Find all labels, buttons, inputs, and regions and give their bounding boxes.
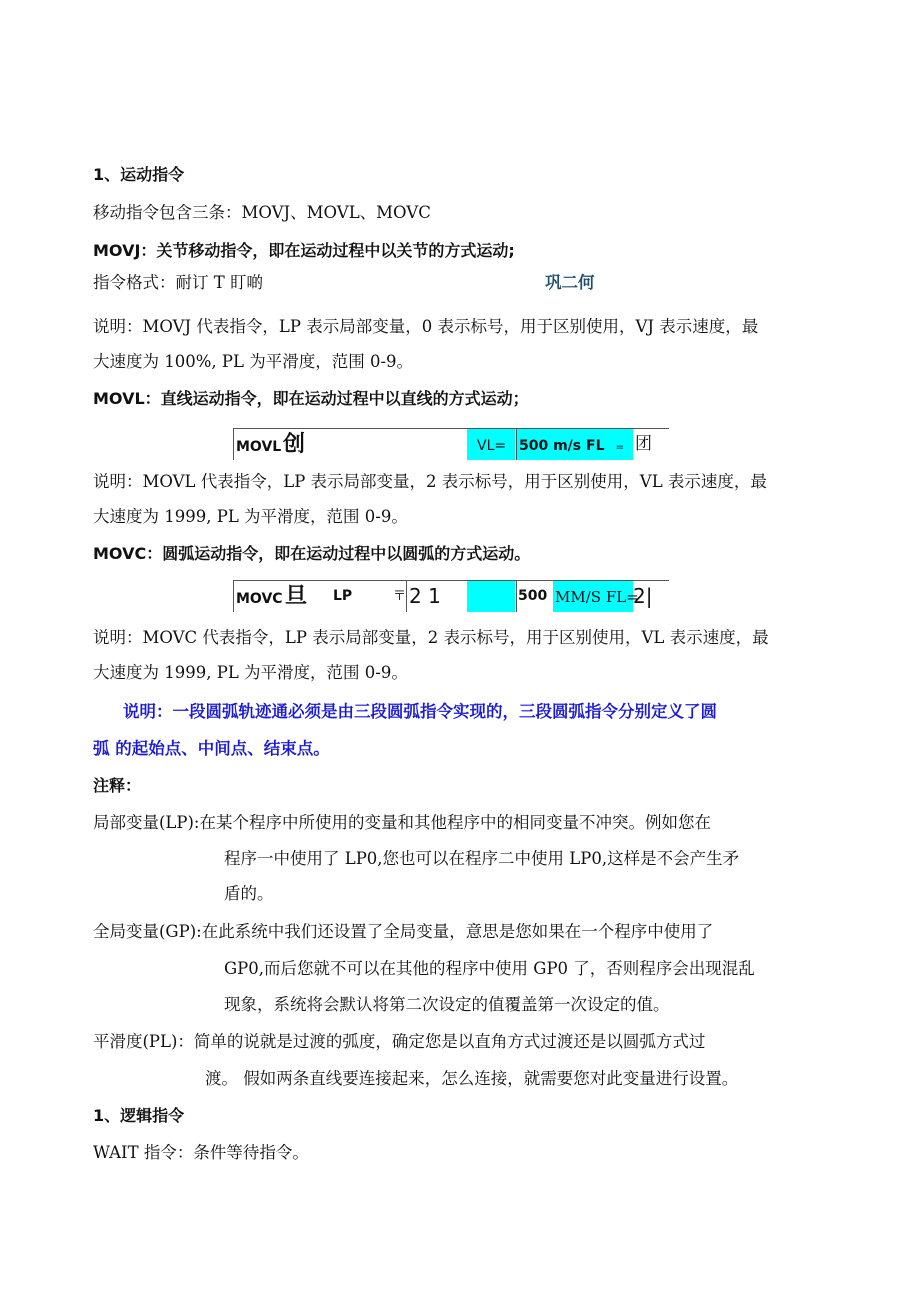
gp-line3: 现象，系统将会默认将第二次设定的值覆盖第一次设定的值。 [224,995,670,1014]
movl-speed-cell [517,429,633,460]
movl-title: MOVL：直线运动指令，即在运动过程中以直线的方式运动； [93,389,529,408]
movl-eq: = [615,442,624,453]
movc-example-row [233,580,669,612]
row-left-rule [233,580,234,612]
section-heading-motion: 1、运动指令 [93,165,185,184]
lp-line2: 程序一中使用了 LP0,您也可以在程序二中使用 LP0,这样是不会产生矛 [224,849,740,868]
movl-glyph: 创 [283,432,306,457]
movl-cmd: MOVL [236,439,282,455]
gp-line1: 全局变量(GP):在此系统中我们还设置了全局变量，意思是您如果在一个程序中使用了 [93,922,714,941]
movj-format-right: 巩二何 [545,273,595,292]
movc-speed: 500 [518,588,548,604]
movc-glyph: 旦 [285,584,308,609]
section-heading-logic: 1、逻辑指令 [93,1106,185,1125]
movc-title: MOVC：圆弧运动指令，即在运动过程中以圆弧的方式运动。 [93,544,531,563]
movc-empty-cyan-cell [467,581,515,612]
arc-note-line2: 弧 的起始点、中间点、结束点。 [93,739,330,758]
movc-end: 2| [633,584,653,608]
arc-note-line1: 说明：一段圆弧轨迹通必须是由三段圆弧指令实现的，三段圆弧指令分别定义了圆 [123,702,717,721]
row-divider [406,580,407,612]
movl-speed: 500 m/s FL [519,438,605,454]
movj-desc-line2: 大速度为 100%, PL 为平滑度，范围 0-9。 [93,352,414,371]
movj-desc-line1: 说明：MOVJ 代表指令，LP 表示局部变量，0 表示标号，用于区别使用，VJ 表示速度，最 [93,317,759,336]
wait-instruction: WAIT 指令：条件等待指令。 [93,1143,309,1162]
movl-desc-line2: 大速度为 1999, PL 为平滑度，范围 0-9。 [93,507,408,526]
movl-vl: VL= [477,438,507,454]
movc-num: 2 1 [409,584,441,608]
movl-desc-line1: 说明：MOVL 代表指令，LP 表示局部变量，2 表示标号，用于区别使用，VL 表示速度，最 [93,472,767,491]
movc-unit-cell [553,581,639,612]
movc-unit: MM/S FL= [555,588,639,606]
gp-line2: GP0,而后您就不可以在其他的程序中使用 GP0 了，否则程序会出现混乱 [224,959,755,978]
movl-example-row [233,428,669,460]
motion-intro: 移动指令包含三条：MOVJ、MOVL、MOVC [93,203,431,222]
lp-line3: 盾的。 [224,884,274,903]
movl-vl-cell [467,429,515,460]
movc-eq: 〒 [393,589,407,604]
lp-line1: 局部变量(LP):在某个程序中所使用的变量和其他程序中的相同变量不冲突。例如您在 [93,813,711,832]
movc-desc-line1: 说明：MOVC 代表指令，LP 表示局部变量，2 表示标号，用于区别使用，VL 表示速度，最 [93,628,769,647]
movc-cmd: MOVC [236,591,283,607]
movl-end: 团 [635,434,652,454]
movc-lp: LP [333,588,353,604]
pl-line2: 渡。 假如两条直线要连接起来，怎么连接，就需要您对此变量进行设置。 [205,1069,739,1088]
pl-line1: 平滑度(PL)：简单的说就是过渡的弧度，确定您是以直角方式过渡还是以圆弧方式过 [93,1032,706,1051]
movj-title: MOVJ：关节移动指令，即在运动过程中以关节的方式运动; [93,241,515,260]
row-divider [516,580,517,612]
row-left-rule [233,428,234,460]
annotation-title: 注释： [93,776,142,795]
movc-desc-line2: 大速度为 1999, PL 为平滑度，范围 0-9。 [93,663,408,682]
movj-format-label: 指令格式：耐订 T 盯啲 [93,273,263,292]
